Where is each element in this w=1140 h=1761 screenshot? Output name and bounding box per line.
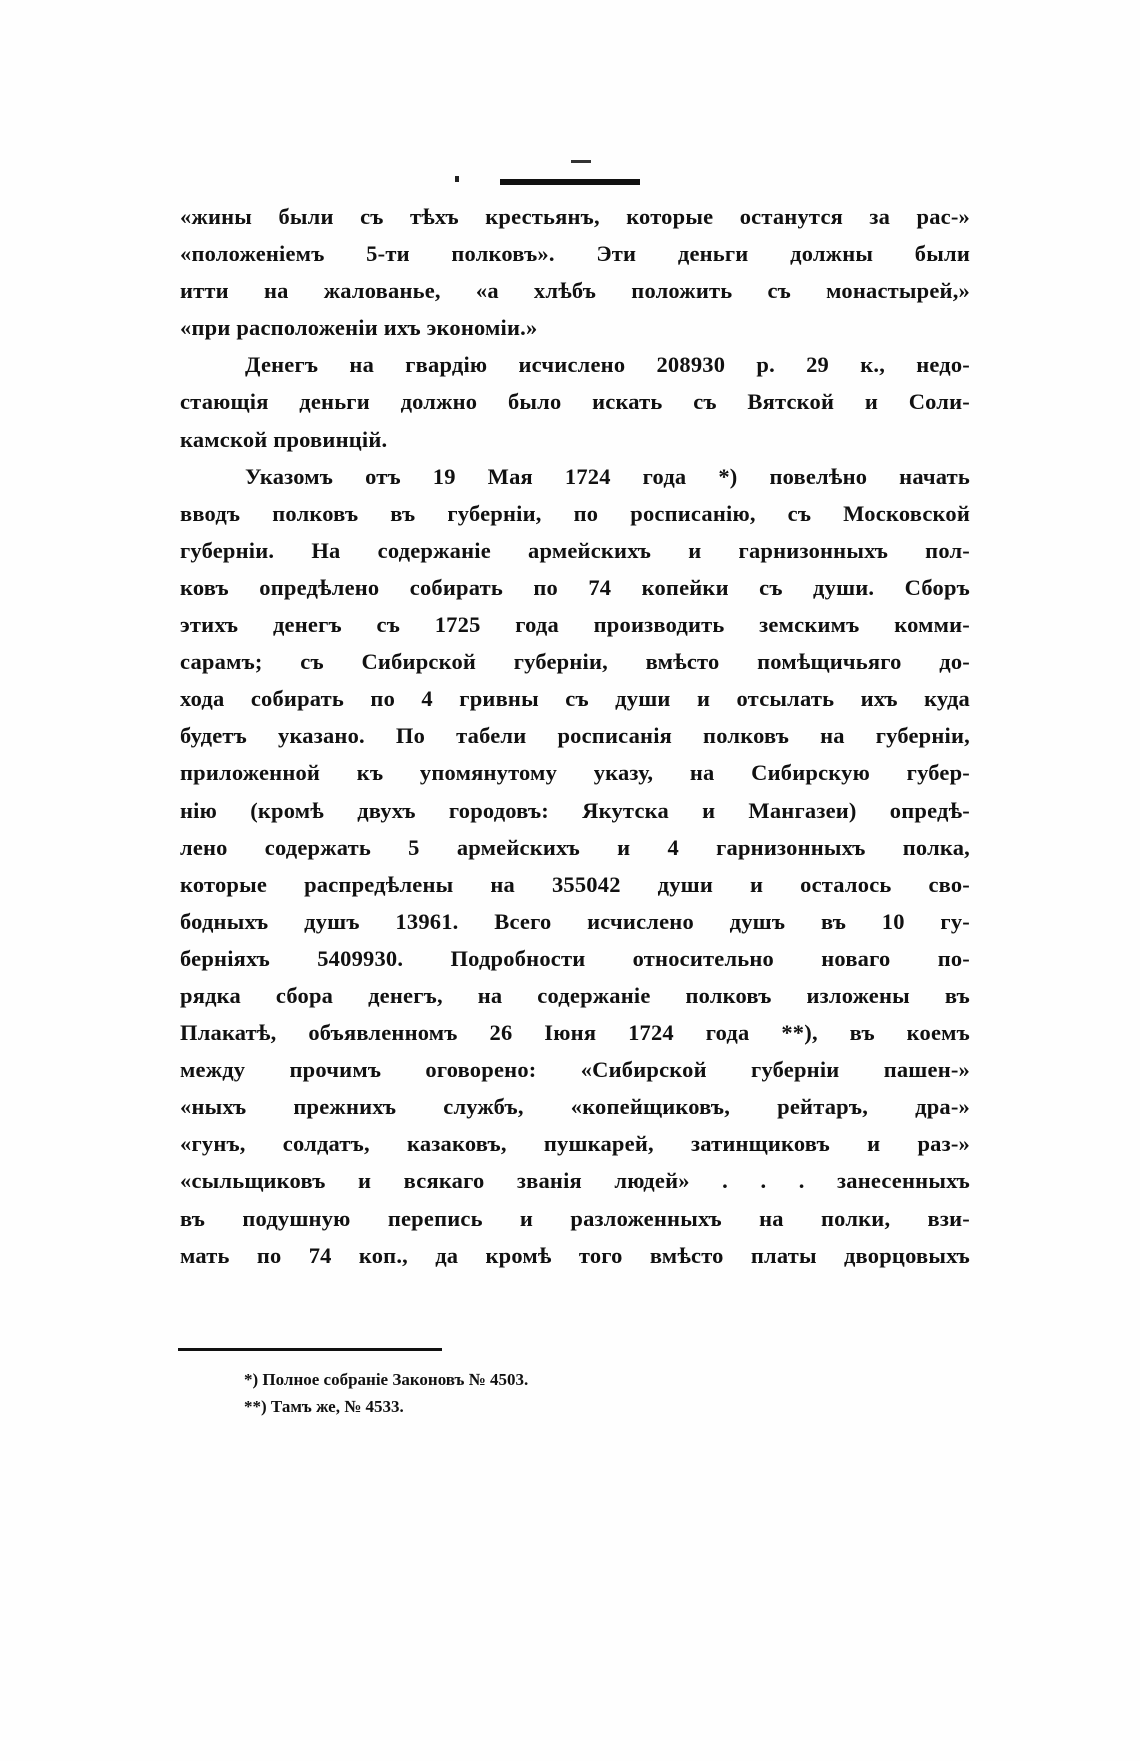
text-line: «при расположеніи ихъ экономіи.» xyxy=(180,315,538,341)
text-line: ковъ опредѣлено собирать по 74 копейки съ души. Сборъ xyxy=(180,574,970,600)
text-line: губерніи. На содержаніе армейскихъ и гарнизонныхъ пол- xyxy=(180,537,970,563)
text-line: мать по 74 коп., да кромѣ того вмѣсто платы дворцовыхъ xyxy=(180,1242,970,1268)
text-line: «жины были съ тѣхъ крестьянъ, которые останутся за рас-» xyxy=(180,204,970,229)
text-line: хода собирать по 4 гривны съ души и отсылать ихъ куда xyxy=(180,686,970,712)
footnote-rule xyxy=(178,1348,442,1351)
text-line: лено содержать 5 армейскихъ и 4 гарнизонныхъ полка, xyxy=(180,834,970,860)
text-line: «ныхъ прежнихъ службъ, «копейщиковъ, рейтаръ, дра-» xyxy=(180,1094,970,1120)
text-line: итти на жалованье, «а хлѣбъ положить съ монастырей,» xyxy=(180,278,970,304)
text-line: берніяхъ 5409930. Подробности относительно новаго по- xyxy=(180,945,970,971)
text-line: вводъ полковъ въ губерніи, по росписанію, съ Московской xyxy=(180,500,970,526)
text-line: «сыльщиковъ и всякаго званія людей» . . . занесенныхъ xyxy=(180,1168,970,1194)
text-line: «гунъ, солдатъ, казаковъ, пушкарей, затинщиковъ и раз-» xyxy=(180,1131,970,1157)
footnote: *) Полное собраніе Законовъ № 4503. xyxy=(244,1370,529,1389)
text-line: въ подушную перепись и разложенныхъ на полки, взи- xyxy=(180,1205,970,1231)
print-speck xyxy=(455,176,459,182)
body-text xyxy=(180,198,970,1274)
text-line: стающія деньги должно было искать съ Вятской и Соли- xyxy=(180,389,970,415)
paragraph-start-line: Указомъ отъ 19 Мая 1724 года *) повелѣно начать xyxy=(245,463,970,489)
footnotes xyxy=(244,1366,744,1420)
text-line: будетъ указано. По табели росписанія полковъ на губерніи, xyxy=(180,723,970,749)
text-line: Плакатѣ, объявленномъ 26 Іюня 1724 года **), въ коемъ xyxy=(180,1020,970,1046)
text-line: этихъ денегъ съ 1725 года производить земскимъ комми- xyxy=(180,612,970,638)
header-rule xyxy=(500,179,640,185)
text-line: нію (кромѣ двухъ городовъ: Якутска и Мангазеи) опредѣ- xyxy=(180,797,970,823)
page-number-mark xyxy=(571,160,591,163)
text-line: камской провинцій. xyxy=(180,426,388,452)
text-line: приложенной къ упомянутому указу, на Сибирскую губер- xyxy=(180,760,970,786)
text-line: которые распредѣлены на 355042 души и осталось сво- xyxy=(180,871,970,897)
footnote: **) Тамъ же, № 4533. xyxy=(244,1397,404,1416)
text-line: между прочимъ оговорено: «Сибирской губерніи пашен-» xyxy=(180,1057,970,1083)
text-line: рядка сбора денегъ, на содержаніе полковъ изложены въ xyxy=(180,982,970,1008)
paragraph-start-line: Денегъ на гвардію исчислено 208930 р. 29 к., недо- xyxy=(245,352,970,378)
text-line: бодныхъ душъ 13961. Всего исчислено душъ въ 10 гу- xyxy=(180,908,970,934)
text-line: сарамъ; съ Сибирской губерніи, вмѣсто помѣщичьяго до- xyxy=(180,649,970,675)
text-line: «положеніемъ 5-ти полковъ». Эти деньги должны были xyxy=(180,241,970,267)
